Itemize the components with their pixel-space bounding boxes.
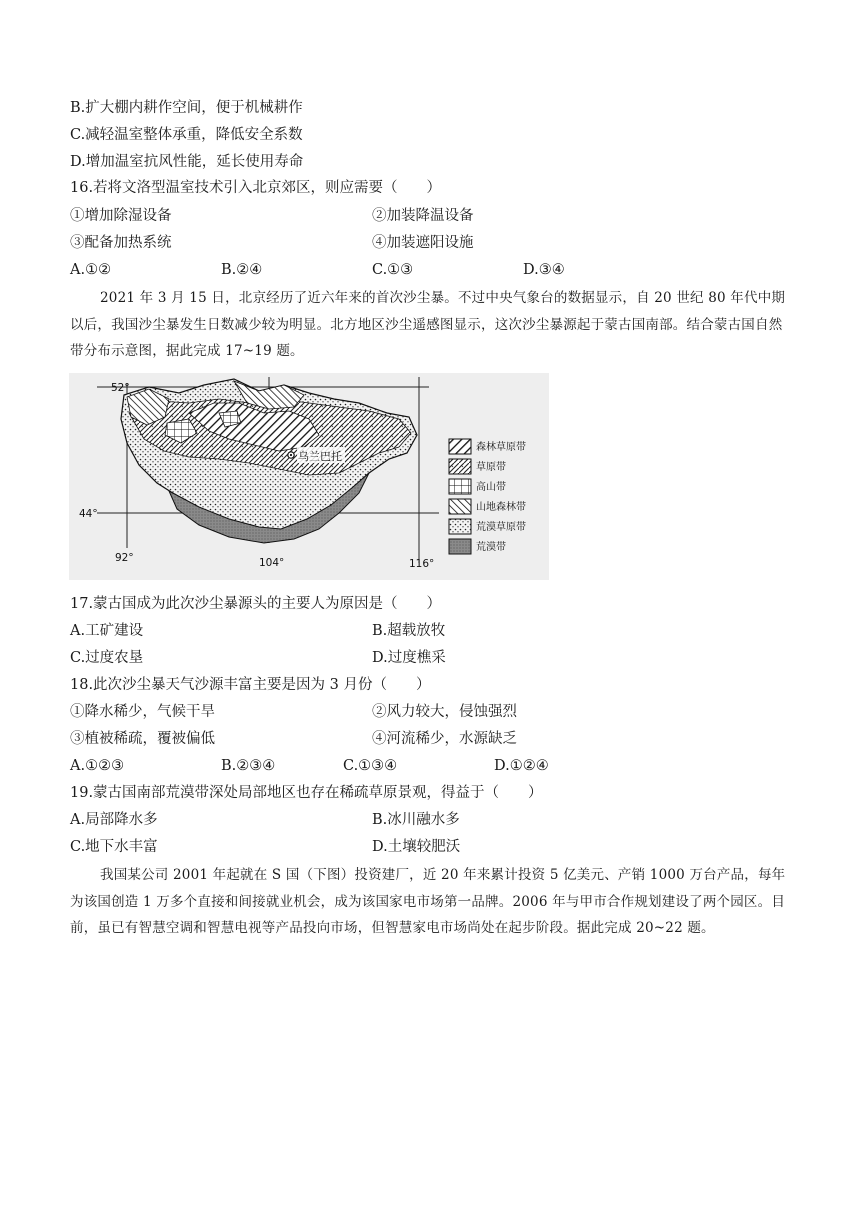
q17-option-d: D.过度樵采 <box>372 650 446 666</box>
q16-item-3: ③配备加热系统 <box>70 235 172 251</box>
q17-option-a: A.工矿建设 <box>70 623 144 639</box>
q16-item-2: ②加装降温设备 <box>372 208 474 224</box>
map-legend <box>449 439 526 554</box>
passage-sandstorm: 2021 年 3 月 15 日，北京经历了近六年来的首次沙尘暴。不过中央气象台的数据显示，自 20 世纪 80 年代中期以后，我国沙尘暴发生日数减少较为明显。北方地区沙尘遥感图显示，这次沙尘暴源起于蒙古国南部。结合蒙古国自然带分布示意图，据此完成 17~19 题。 <box>70 290 786 359</box>
q19-option-a: A.局部降水多 <box>70 812 158 828</box>
q16-option-a: A.①② <box>70 262 112 278</box>
q18-option-d: D.①②④ <box>494 758 549 774</box>
q18-option-a: A.①②③ <box>70 758 125 774</box>
lat-44-label: 44° <box>79 508 98 520</box>
legend-desert-steppe: 荒漠草原带 <box>476 522 526 533</box>
q15-option-b: B.扩大棚内耕作空间，便于机械耕作 <box>70 100 303 116</box>
legend-steppe: 草原带 <box>476 462 506 473</box>
q17-option-b: B.超载放牧 <box>372 623 446 639</box>
q16-option-c: C.①③ <box>372 262 414 278</box>
passage-company: 我国某公司 2001 年起就在 S 国（下图）投资建厂，近 20 年来累计投资 5 亿美元、产销 1000 万台产品，每年为该国创造 1 万多个直接和间接就业机会，成为该国家电市场第一品牌。2006 年与甲市合作规划建设了两个园区。目前，虽已有智慧空调和智慧电视等产品投向市场，但智慧家电市场尚处在起步阶段。据此完成 20~22 题。 <box>70 867 786 936</box>
q18-item-3: ③植被稀疏，覆被偏低 <box>70 731 215 747</box>
lat-52-label: 52° <box>111 382 130 394</box>
q16-item-4: ④加装遮阳设施 <box>372 235 474 251</box>
q15-option-d: D.增加温室抗风性能，延长使用寿命 <box>70 154 304 170</box>
q18-item-1: ①降水稀少，气候干旱 <box>70 704 215 720</box>
mongolia-natural-zone-map <box>69 373 549 580</box>
q16-item-1: ①增加除湿设备 <box>70 208 172 224</box>
lon-116-label: 116° <box>409 558 435 570</box>
q17-stem: 17.蒙古国成为此次沙尘暴源头的主要人为原因是（ ） <box>70 596 442 612</box>
q18-stem: 18.此次沙尘暴天气沙源丰富主要是因为 3 月份（ ） <box>70 677 431 693</box>
q19-option-c: C.地下水丰富 <box>70 839 158 855</box>
q15-option-c: C.减轻温室整体承重，降低安全系数 <box>70 127 303 143</box>
q18-item-2: ②风力较大，侵蚀强烈 <box>372 704 517 720</box>
lon-92-label: 92° <box>115 552 134 564</box>
map-svg <box>69 373 549 580</box>
legend-forest-steppe: 森林草原带 <box>476 442 526 453</box>
ulaanbaatar-label: 乌兰巴托 <box>298 450 342 463</box>
legend-mountain-forest: 山地森林带 <box>476 502 526 513</box>
q18-option-b: B.②③④ <box>221 758 276 774</box>
q16-option-d: D.③④ <box>523 262 565 278</box>
q18-option-c: C.①③④ <box>343 758 398 774</box>
q19-option-d: D.土壤较肥沃 <box>372 839 461 855</box>
q19-option-b: B.冰川融水多 <box>372 812 460 828</box>
legend-alpine: 高山带 <box>476 482 506 493</box>
q19-stem: 19.蒙古国南部荒漠带深处局部地区也存在稀疏草原景观，得益于（ ） <box>70 785 543 801</box>
q18-item-4: ④河流稀少，水源缺乏 <box>372 731 517 747</box>
q16-stem: 16.若将文洛型温室技术引入北京郊区，则应需要（ ） <box>70 180 442 196</box>
q17-option-c: C.过度农垦 <box>70 650 144 666</box>
q16-option-b: B.②④ <box>221 262 263 278</box>
lon-104-label: 104° <box>259 557 285 569</box>
legend-desert: 荒漠带 <box>476 542 506 553</box>
